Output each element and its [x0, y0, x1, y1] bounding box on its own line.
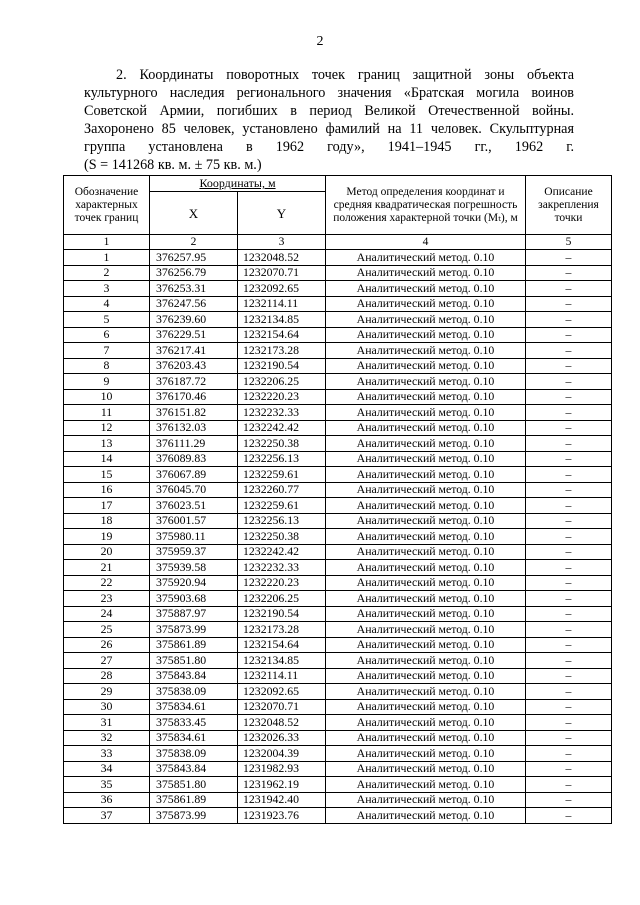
point-number-cell: 23 [64, 591, 150, 607]
table-row [64, 358, 612, 374]
y-coordinate-cell: 1232250.38 [238, 529, 326, 545]
header-x: X [150, 192, 238, 235]
point-number-cell: 14 [64, 451, 150, 467]
table-row [64, 653, 612, 669]
method-cell: Аналитический метод. 0.10 [326, 513, 526, 529]
y-coordinate-cell: 1232232.33 [238, 560, 326, 576]
method-cell: Аналитический метод. 0.10 [326, 730, 526, 746]
point-number-cell: 8 [64, 358, 150, 374]
x-coordinate-cell: 376257.95 [150, 250, 238, 266]
method-cell: Аналитический метод. 0.10 [326, 358, 526, 374]
table-row [64, 265, 612, 281]
table-row [64, 777, 612, 793]
intro-line: группа установлена в 1962 году», 1941–1945 гг., 1962 г. [84, 139, 574, 155]
point-number-cell: 30 [64, 699, 150, 715]
table-row [64, 668, 612, 684]
x-coordinate-cell: 376247.56 [150, 296, 238, 312]
y-coordinate-cell: 1232154.64 [238, 327, 326, 343]
method-cell: Аналитический метод. 0.10 [326, 296, 526, 312]
method-cell: Аналитический метод. 0.10 [326, 250, 526, 266]
x-coordinate-cell: 375873.99 [150, 622, 238, 638]
point-number-cell: 16 [64, 482, 150, 498]
table-row [64, 575, 612, 591]
table-row [64, 792, 612, 808]
description-cell: – [526, 467, 612, 483]
method-cell: Аналитический метод. 0.10 [326, 715, 526, 731]
y-coordinate-cell: 1232250.38 [238, 436, 326, 452]
method-cell: Аналитический метод. 0.10 [326, 637, 526, 653]
description-cell: – [526, 761, 612, 777]
y-coordinate-cell: 1232048.52 [238, 250, 326, 266]
y-coordinate-cell: 1232092.65 [238, 684, 326, 700]
description-cell: – [526, 498, 612, 514]
table-header [64, 176, 612, 250]
table-row [64, 746, 612, 762]
x-coordinate-cell: 375851.80 [150, 777, 238, 793]
table-row [64, 761, 612, 777]
point-number-cell: 6 [64, 327, 150, 343]
x-coordinate-cell: 376045.70 [150, 482, 238, 498]
table-row [64, 560, 612, 576]
point-number-cell: 7 [64, 343, 150, 359]
x-coordinate-cell: 375939.58 [150, 560, 238, 576]
y-coordinate-cell: 1232206.25 [238, 591, 326, 607]
point-number-cell: 29 [64, 684, 150, 700]
method-cell: Аналитический метод. 0.10 [326, 622, 526, 638]
description-cell: – [526, 529, 612, 545]
x-coordinate-cell: 376187.72 [150, 374, 238, 390]
table-row [64, 405, 612, 421]
table-row [64, 312, 612, 328]
point-number-cell: 4 [64, 296, 150, 312]
table-row [64, 420, 612, 436]
method-cell: Аналитический метод. 0.10 [326, 606, 526, 622]
table-row [64, 250, 612, 266]
x-coordinate-cell: 375887.97 [150, 606, 238, 622]
description-cell: – [526, 358, 612, 374]
method-cell: Аналитический метод. 0.10 [326, 420, 526, 436]
description-cell: – [526, 281, 612, 297]
point-number-cell: 32 [64, 730, 150, 746]
description-cell: – [526, 389, 612, 405]
header-y: Y [238, 192, 326, 235]
y-coordinate-cell: 1232259.61 [238, 498, 326, 514]
table-row [64, 622, 612, 638]
y-coordinate-cell: 1232070.71 [238, 699, 326, 715]
method-cell: Аналитический метод. 0.10 [326, 761, 526, 777]
method-cell: Аналитический метод. 0.10 [326, 281, 526, 297]
y-coordinate-cell: 1231942.40 [238, 792, 326, 808]
section-intro [84, 66, 574, 174]
method-cell: Аналитический метод. 0.10 [326, 684, 526, 700]
table-row [64, 513, 612, 529]
coordinates-table [63, 175, 612, 824]
header-description: Описание закрепления точки [526, 176, 612, 235]
description-cell: – [526, 792, 612, 808]
method-cell: Аналитический метод. 0.10 [326, 482, 526, 498]
description-cell: – [526, 668, 612, 684]
table-row [64, 699, 612, 715]
point-number-cell: 15 [64, 467, 150, 483]
x-coordinate-cell: 376239.60 [150, 312, 238, 328]
method-cell: Аналитический метод. 0.10 [326, 575, 526, 591]
point-number-cell: 13 [64, 436, 150, 452]
table-row [64, 715, 612, 731]
header-coordinates: Координаты, м [150, 176, 326, 192]
intro-line: 2. Координаты поворотных точек границ защитной зоны объекта [116, 67, 574, 83]
point-number-cell: 5 [64, 312, 150, 328]
x-coordinate-cell: 376001.57 [150, 513, 238, 529]
x-coordinate-cell: 376217.41 [150, 343, 238, 359]
point-number-cell: 18 [64, 513, 150, 529]
method-cell: Аналитический метод. 0.10 [326, 436, 526, 452]
point-number-cell: 17 [64, 498, 150, 514]
description-cell: – [526, 575, 612, 591]
table-row [64, 544, 612, 560]
table-row [64, 281, 612, 297]
x-coordinate-cell: 375834.61 [150, 699, 238, 715]
table-body [64, 250, 612, 824]
description-cell: – [526, 684, 612, 700]
table-row [64, 451, 612, 467]
method-cell: Аналитический метод. 0.10 [326, 777, 526, 793]
point-number-cell: 24 [64, 606, 150, 622]
table-row [64, 436, 612, 452]
point-number-cell: 27 [64, 653, 150, 669]
table-row [64, 730, 612, 746]
x-coordinate-cell: 376203.43 [150, 358, 238, 374]
method-cell: Аналитический метод. 0.10 [326, 343, 526, 359]
table-row [64, 389, 612, 405]
intro-line: культурного наследия регионального значения «Братская могила воинов [84, 85, 574, 101]
x-coordinate-cell: 375959.37 [150, 544, 238, 560]
x-coordinate-cell: 375834.61 [150, 730, 238, 746]
point-number-cell: 36 [64, 792, 150, 808]
x-coordinate-cell: 376111.29 [150, 436, 238, 452]
column-number: 4 [326, 235, 526, 250]
description-cell: – [526, 343, 612, 359]
y-coordinate-cell: 1232173.28 [238, 622, 326, 638]
y-coordinate-cell: 1232190.54 [238, 358, 326, 374]
point-number-cell: 25 [64, 622, 150, 638]
method-cell: Аналитический метод. 0.10 [326, 312, 526, 328]
point-number-cell: 21 [64, 560, 150, 576]
table-row [64, 591, 612, 607]
description-cell: – [526, 327, 612, 343]
y-coordinate-cell: 1232206.25 [238, 374, 326, 390]
y-coordinate-cell: 1232220.23 [238, 389, 326, 405]
table-row [64, 467, 612, 483]
y-coordinate-cell: 1232220.23 [238, 575, 326, 591]
y-coordinate-cell: 1232070.71 [238, 265, 326, 281]
description-cell: – [526, 420, 612, 436]
y-coordinate-cell: 1232154.64 [238, 637, 326, 653]
description-cell: – [526, 715, 612, 731]
x-coordinate-cell: 376132.03 [150, 420, 238, 436]
method-cell: Аналитический метод. 0.10 [326, 374, 526, 390]
table-row [64, 327, 612, 343]
table-row [64, 529, 612, 545]
description-cell: – [526, 374, 612, 390]
description-cell: – [526, 451, 612, 467]
x-coordinate-cell: 375843.84 [150, 761, 238, 777]
method-cell: Аналитический метод. 0.10 [326, 327, 526, 343]
point-number-cell: 2 [64, 265, 150, 281]
description-cell: – [526, 560, 612, 576]
description-cell: – [526, 777, 612, 793]
method-cell: Аналитический метод. 0.10 [326, 405, 526, 421]
point-number-cell: 10 [64, 389, 150, 405]
y-coordinate-cell: 1232048.52 [238, 715, 326, 731]
x-coordinate-cell: 376067.89 [150, 467, 238, 483]
description-cell: – [526, 312, 612, 328]
y-coordinate-cell: 1232134.85 [238, 653, 326, 669]
description-cell: – [526, 606, 612, 622]
column-number: 1 [64, 235, 150, 250]
point-number-cell: 35 [64, 777, 150, 793]
description-cell: – [526, 699, 612, 715]
y-coordinate-cell: 1232242.42 [238, 544, 326, 560]
method-cell: Аналитический метод. 0.10 [326, 389, 526, 405]
description-cell: – [526, 544, 612, 560]
column-number-row [64, 235, 612, 250]
y-coordinate-cell: 1232242.42 [238, 420, 326, 436]
method-cell: Аналитический метод. 0.10 [326, 265, 526, 281]
header-method: Метод определения координат и средняя квадратическая погрешность положения характерной точки (Mₜ), м [326, 176, 526, 235]
table-row [64, 343, 612, 359]
intro-line: Советской Армии, погибших в период Великой Отечественной войны. [84, 103, 574, 119]
method-cell: Аналитический метод. 0.10 [326, 560, 526, 576]
description-cell: – [526, 591, 612, 607]
column-number: 2 [150, 235, 238, 250]
x-coordinate-cell: 375861.89 [150, 792, 238, 808]
y-coordinate-cell: 1231962.19 [238, 777, 326, 793]
method-cell: Аналитический метод. 0.10 [326, 591, 526, 607]
description-cell: – [526, 436, 612, 452]
table-row [64, 606, 612, 622]
column-number: 3 [238, 235, 326, 250]
method-cell: Аналитический метод. 0.10 [326, 668, 526, 684]
y-coordinate-cell: 1232134.85 [238, 312, 326, 328]
table-row [64, 498, 612, 514]
page-number: 2 [316, 34, 324, 49]
column-number: 5 [526, 235, 612, 250]
table-row [64, 684, 612, 700]
method-cell: Аналитический метод. 0.10 [326, 808, 526, 824]
description-cell: – [526, 513, 612, 529]
method-cell: Аналитический метод. 0.10 [326, 544, 526, 560]
description-cell: – [526, 405, 612, 421]
description-cell: – [526, 250, 612, 266]
x-coordinate-cell: 375838.09 [150, 684, 238, 700]
point-number-cell: 12 [64, 420, 150, 436]
x-coordinate-cell: 375838.09 [150, 746, 238, 762]
point-number-cell: 19 [64, 529, 150, 545]
x-coordinate-cell: 375980.11 [150, 529, 238, 545]
point-number-cell: 33 [64, 746, 150, 762]
y-coordinate-cell: 1232004.39 [238, 746, 326, 762]
point-number-cell: 37 [64, 808, 150, 824]
method-cell: Аналитический метод. 0.10 [326, 498, 526, 514]
intro-line: (S = 141268 кв. м. ± 75 кв. м.) [84, 157, 262, 173]
y-coordinate-cell: 1232256.13 [238, 451, 326, 467]
x-coordinate-cell: 375920.94 [150, 575, 238, 591]
point-number-cell: 1 [64, 250, 150, 266]
point-number-cell: 9 [64, 374, 150, 390]
description-cell: – [526, 296, 612, 312]
table-row [64, 482, 612, 498]
point-number-cell: 26 [64, 637, 150, 653]
y-coordinate-cell: 1232114.11 [238, 296, 326, 312]
y-coordinate-cell: 1232190.54 [238, 606, 326, 622]
table-row [64, 296, 612, 312]
x-coordinate-cell: 376089.83 [150, 451, 238, 467]
y-coordinate-cell: 1232256.13 [238, 513, 326, 529]
x-coordinate-cell: 376151.82 [150, 405, 238, 421]
y-coordinate-cell: 1232259.61 [238, 467, 326, 483]
description-cell: – [526, 637, 612, 653]
header-designation: Обозначение характерных точек границ [64, 176, 150, 235]
x-coordinate-cell: 375861.89 [150, 637, 238, 653]
y-coordinate-cell: 1231923.76 [238, 808, 326, 824]
y-coordinate-cell: 1232260.77 [238, 482, 326, 498]
y-coordinate-cell: 1232026.33 [238, 730, 326, 746]
description-cell: – [526, 730, 612, 746]
method-cell: Аналитический метод. 0.10 [326, 653, 526, 669]
y-coordinate-cell: 1232092.65 [238, 281, 326, 297]
method-cell: Аналитический метод. 0.10 [326, 529, 526, 545]
y-coordinate-cell: 1232173.28 [238, 343, 326, 359]
table-row [64, 637, 612, 653]
y-coordinate-cell: 1232232.33 [238, 405, 326, 421]
description-cell: – [526, 808, 612, 824]
x-coordinate-cell: 375843.84 [150, 668, 238, 684]
x-coordinate-cell: 376023.51 [150, 498, 238, 514]
table-row [64, 374, 612, 390]
description-cell: – [526, 265, 612, 281]
point-number-cell: 11 [64, 405, 150, 421]
y-coordinate-cell: 1231982.93 [238, 761, 326, 777]
table-row [64, 808, 612, 824]
x-coordinate-cell: 375851.80 [150, 653, 238, 669]
method-cell: Аналитический метод. 0.10 [326, 467, 526, 483]
description-cell: – [526, 746, 612, 762]
y-coordinate-cell: 1232114.11 [238, 668, 326, 684]
point-number-cell: 3 [64, 281, 150, 297]
description-cell: – [526, 482, 612, 498]
point-number-cell: 31 [64, 715, 150, 731]
method-cell: Аналитический метод. 0.10 [326, 699, 526, 715]
x-coordinate-cell: 376256.79 [150, 265, 238, 281]
method-cell: Аналитический метод. 0.10 [326, 451, 526, 467]
point-number-cell: 22 [64, 575, 150, 591]
description-cell: – [526, 653, 612, 669]
x-coordinate-cell: 376229.51 [150, 327, 238, 343]
point-number-cell: 34 [64, 761, 150, 777]
x-coordinate-cell: 376253.31 [150, 281, 238, 297]
point-number-cell: 28 [64, 668, 150, 684]
intro-line: Захоронено 85 человек, установлено фамилий на 11 человек. Скульптурная [84, 121, 574, 137]
x-coordinate-cell: 375833.45 [150, 715, 238, 731]
x-coordinate-cell: 376170.46 [150, 389, 238, 405]
method-cell: Аналитический метод. 0.10 [326, 746, 526, 762]
x-coordinate-cell: 375903.68 [150, 591, 238, 607]
x-coordinate-cell: 375873.99 [150, 808, 238, 824]
method-cell: Аналитический метод. 0.10 [326, 792, 526, 808]
description-cell: – [526, 622, 612, 638]
point-number-cell: 20 [64, 544, 150, 560]
